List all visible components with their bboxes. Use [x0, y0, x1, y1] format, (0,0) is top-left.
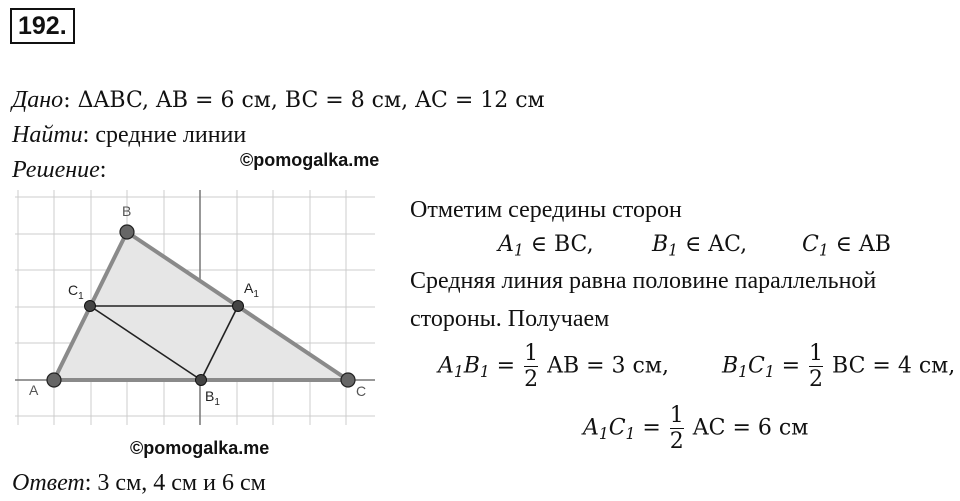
problem-number: 192.: [10, 8, 75, 44]
point-c1: [85, 301, 96, 312]
right-line-3: стороны. Получаем: [410, 306, 610, 332]
solution-line: [12, 157, 106, 184]
midpoint-a1: $A_1$ ∈ BC,: [498, 232, 594, 260]
answer-line: [12, 470, 266, 497]
triangle-figure: [0, 185, 390, 430]
point-b1: [196, 375, 207, 386]
point-a1: [233, 301, 244, 312]
equation-a1c1: $A_1C_1$ = $\frac{1}{2}$ AC = 6 см: [583, 403, 809, 455]
midpoint-c1: $C_1$ ∈ AB: [802, 232, 891, 260]
point-b: [120, 225, 134, 239]
label-a1: $A_1$: [244, 280, 259, 300]
right-line-1: Отметим середины сторон: [410, 197, 682, 223]
label-c1: $C_1$: [68, 282, 84, 302]
find-label: Найти: [12, 122, 83, 148]
find-line: [12, 122, 246, 149]
solution-label: Решение: [12, 157, 100, 183]
given-label: Дано: [12, 87, 64, 113]
point-c: [341, 373, 355, 387]
find-text: : средние линии: [82, 122, 247, 148]
midpoint-b1: $B_1$ ∈ AC,: [652, 232, 748, 260]
equation-a1b1: $A_1B_1$ = $\frac{1}{2}$ AB = 3 см,: [438, 341, 669, 393]
given-text: : ΔABC, AB = 6 см, BC = 8 см, AC = 12 см: [63, 88, 545, 113]
answer-text: : 3 см, 4 см и 6 см: [84, 470, 266, 496]
point-a: [47, 373, 61, 387]
label-a: A: [29, 382, 39, 398]
equation-b1c1: $B_1C_1$ = $\frac{1}{2}$ BC = 4 см,: [722, 341, 956, 393]
given-line: [12, 87, 545, 114]
answer-label: Ответ: [12, 470, 85, 496]
label-b: B: [122, 203, 132, 219]
watermark-top: ©pomogalka.me: [240, 150, 380, 170]
label-b1: $B_1$: [205, 388, 220, 408]
watermark-bottom: ©pomogalka.me: [130, 438, 270, 458]
solution-text: :: [99, 157, 107, 183]
right-line-2: Средняя линия равна половине параллельной: [410, 268, 877, 294]
label-c: C: [356, 383, 367, 399]
